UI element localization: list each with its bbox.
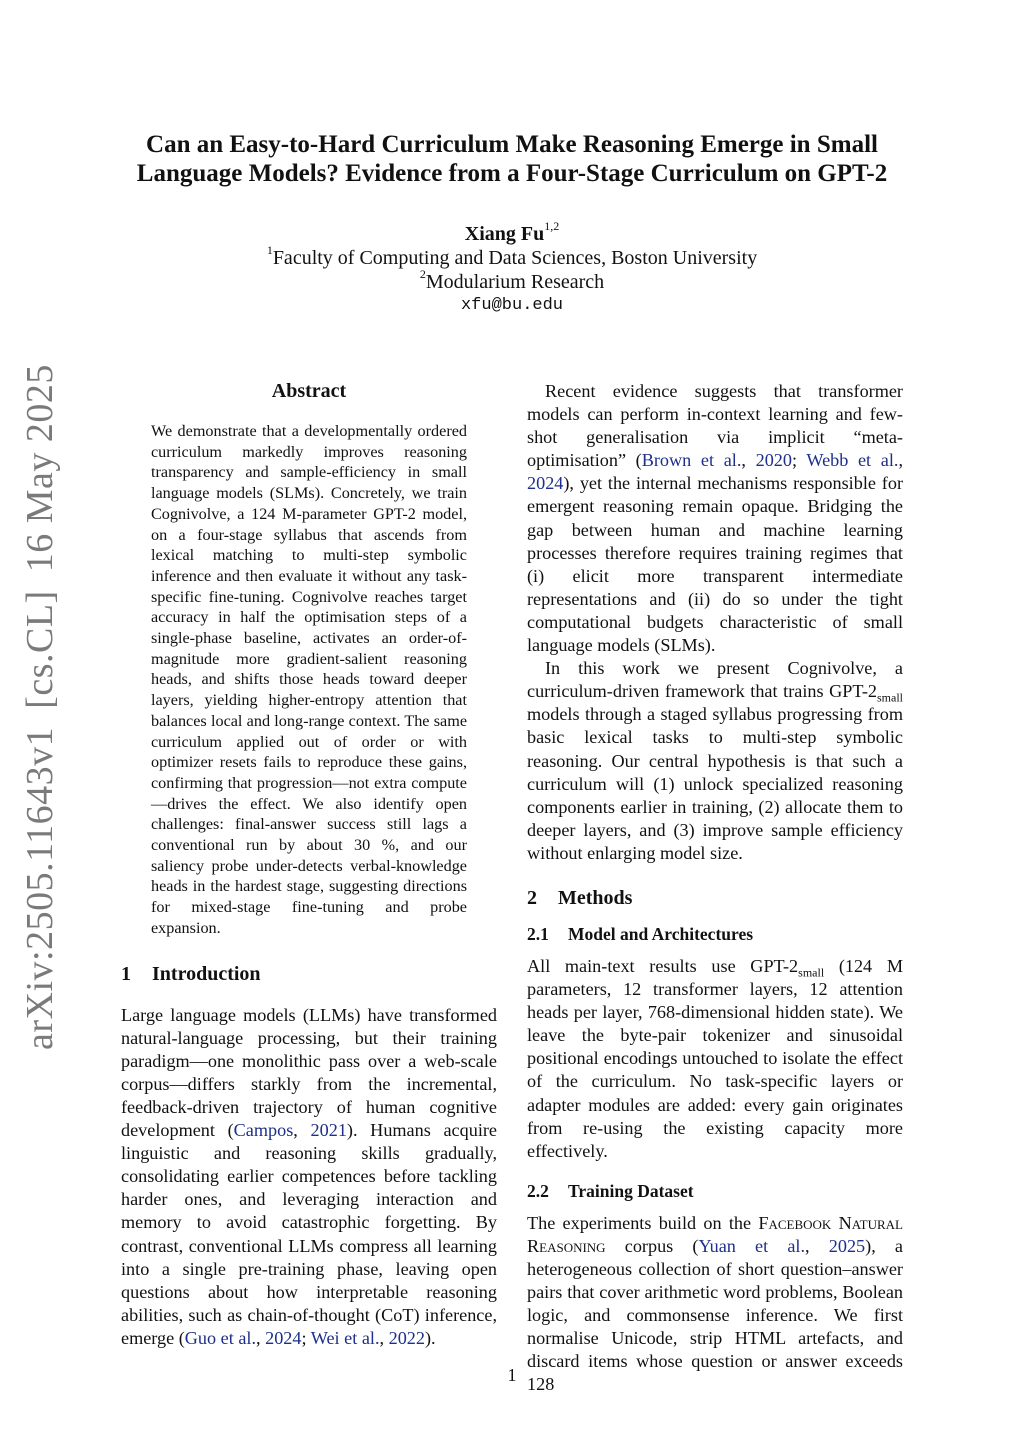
right-p1-text-b: ), yet the internal mechanisms responsible for emergent reasoning remain opaque. Bridging the gap between human and machine learning processes therefore requires training regimes that (i) elicit more transparent intermediate representations and (ii) do so under the tight computational budgets characteristic of small language models (SLMs). bbox=[527, 473, 903, 656]
subsection-title: Model and Architectures bbox=[568, 923, 754, 944]
abstract-heading: Abstract bbox=[271, 380, 347, 402]
gpt2-size-subscript: small bbox=[798, 965, 825, 980]
intro-text-b: ). Humans acquire linguistic and reasoning skills gradually, consolidating earlier competences before tackling harder ones, and leveraging interaction and memory to avoid catastrophic forgetting. By contrast, conventional LLMs compress all learning into a single pre-training phase, leaving open questions about how interpretable reasoning abilities, such as chain-of-thought (CoT) inference, emerge ( bbox=[121, 1120, 497, 1348]
affil-1-mark: 1 bbox=[266, 243, 273, 258]
cite-guo-year[interactable]: 2024 bbox=[265, 1327, 302, 1348]
right-p2-text-b: models through a staged syllabus progressing from basic lexical tasks to multi-step symbolic reasoning. Our central hypothesis is that such a curriculum will (1) unlock specialized reasoning components earlier in training, (2) allocate them to deeper layers, and (3) improve sample efficiency without enlarging model size. bbox=[527, 704, 903, 863]
author-affil-marks: 1,2 bbox=[544, 219, 560, 234]
cite-yuan[interactable]: Yuan et al. bbox=[698, 1235, 806, 1256]
cite-brown[interactable]: Brown et al. bbox=[641, 450, 742, 471]
section-number: 2 bbox=[527, 886, 537, 909]
author-block bbox=[120, 219, 904, 318]
cite-campos[interactable]: Campos bbox=[233, 1120, 294, 1141]
model-text-a: All main-text results use GPT-2 bbox=[527, 955, 799, 976]
right-p2-text-a: In this work we present Cognivolve, a curriculum-driven framework that trains GPT-2 bbox=[527, 658, 903, 702]
dataset-text-c: ), a heterogeneous collection of short question–answer pairs that cover arithmetic word problems, Boolean logic, and commonsense inference. We first normalise Unicode, strip HTML artefacts, and discard items whose question or answer exceeds 128 bbox=[527, 1235, 903, 1395]
title-line-1: Can an Easy-to-Hard Curriculum Make Reasoning Emerge in Small bbox=[146, 131, 878, 158]
arxiv-date: 16 May 2025 bbox=[19, 364, 61, 573]
intro-text-end: ). bbox=[424, 1327, 436, 1348]
cite-yuan-year[interactable]: 2025 bbox=[828, 1235, 866, 1256]
intro-paragraph-1: Large language models (LLMs) have transformed natural-language processing, but their training paradigm—one monolithic pass over a web-scale corpus—differs starkly from the incremental, feedback-driven trajectory of human cognitive development (Campos, 2021). Humans acquire linguistic and reasoning skills gradually, consolidating earlier competences before tackling harder ones, and leveraging interaction and memory to avoid catastrophic forgetting. By contrast, conventional LLMs compress all learning into a single pre-training phase, leaving open questions about how interpretable reasoning abilities, such as chain-of-thought (CoT) inference, emerge (Guo et al., 2024; Wei et al., 2022). bbox=[121, 1004, 497, 1348]
affiliation-2: Modularium Research bbox=[425, 271, 605, 293]
subsection-number: 2.1 bbox=[527, 923, 549, 944]
cite-webb-year[interactable]: 2024 bbox=[527, 473, 564, 494]
gpt2-size-subscript: small bbox=[877, 690, 903, 705]
right-paragraph-2 bbox=[527, 657, 903, 865]
dataset-text-a: The experiments build on the bbox=[527, 1212, 759, 1233]
cite-webb[interactable]: Webb et al. bbox=[806, 450, 899, 471]
subsection-title: Training Dataset bbox=[568, 1180, 694, 1201]
model-text-b: (124 M parameters, 12 transformer layers, 12 attention heads per layer, 768-dimensional hidden state). We leave the byte-pair tokenizer and sinusoidal positional encodings untouched to isolate the effect of the curriculum. No task-specific layers or adapter modules are added: every gain originates from re-using the existing capacity more effectively. bbox=[527, 955, 903, 1161]
arxiv-category: [cs.CL] bbox=[19, 590, 61, 709]
left-column bbox=[121, 380, 497, 1350]
arxiv-id[interactable]: arXiv:2505.11643v1 bbox=[19, 726, 61, 1050]
model-paragraph bbox=[527, 955, 903, 1163]
intro-text-a: Large language models (LLMs) have transformed natural-language processing, but their training paradigm—one monolithic pass over a web-scale corpus—differs starkly from the incremental, feedback-driven trajectory of human cognitive development ( bbox=[121, 1004, 497, 1141]
paper-title bbox=[120, 130, 904, 188]
section-title: Introduction bbox=[152, 962, 261, 985]
cite-campos-year[interactable]: 2021 bbox=[310, 1120, 347, 1141]
section-methods-heading bbox=[527, 887, 903, 910]
dataset-name: Facebook Natural Reasoning bbox=[527, 1212, 903, 1256]
section-number: 1 bbox=[121, 962, 131, 985]
author-name: Xiang Fu bbox=[464, 223, 545, 245]
right-p1-text-a: Recent evidence suggests that transformer models can perform in-context learning and few-shot generalisation via implicit “meta-optimisation” ( bbox=[527, 381, 903, 471]
title-line-2: Language Models? Evidence from a Four-Stage Curriculum on GPT-2 bbox=[136, 160, 888, 187]
cite-brown-year[interactable]: 2020 bbox=[755, 450, 792, 471]
subsection-dataset-heading bbox=[527, 1181, 903, 1202]
cite-wei-year[interactable]: 2022 bbox=[388, 1327, 425, 1348]
subsection-number: 2.2 bbox=[527, 1180, 549, 1201]
page-number: 1 bbox=[507, 1365, 517, 1385]
author-email[interactable]: xfu@bu.edu bbox=[460, 296, 564, 315]
dataset-text-b: corpus ( bbox=[605, 1235, 699, 1256]
right-paragraph-1: Recent evidence suggests that transformer models can perform in-context learning and few-shot generalisation via implicit “meta-optimisation” (Brown et al., 2020; Webb et al., 2024), yet the internal mechanisms responsible for emergent reasoning remain opaque. Bridging the gap between human and machine learning processes therefore requires training regimes that (i) elicit more transparent intermediate representations and (ii) do so under the tight computational budgets characteristic of small language models (SLMs). bbox=[527, 381, 903, 656]
cite-wei[interactable]: Wei et al. bbox=[310, 1327, 380, 1348]
section-title: Methods bbox=[558, 886, 633, 909]
dataset-paragraph: The experiments build on the Facebook Natural Reasoning corpus (Yuan et al., 2025), a heterogeneous collection of short question–answer pairs that cover arithmetic word problems, Boolean logic, and commonsense inference. We first normalise Unicode, strip HTML artefacts, and discard items whose question or answer exceeds 128 bbox=[527, 1212, 903, 1395]
cite-guo[interactable]: Guo et al. bbox=[184, 1327, 257, 1348]
affil-2-mark: 2 bbox=[419, 267, 426, 282]
arxiv-stamp bbox=[18, 364, 62, 1050]
right-column bbox=[527, 380, 903, 1397]
abstract-text: We demonstrate that a developmentally ordered curriculum markedly improves reasoning transparency and sample-efficiency in small language models (SLMs). Concretely, we train Cognivolve, a 124 M-parameter GPT-2 model, on a four-stage syllabus that ascends from lexical matching to multi-step symbolic inference and then evaluate it without any task-specific fine-tuning. Cognivolve reaches target accuracy in half the optimisation steps of a single-phase baseline, activates an order-of-magnitude more gradient-salient reasoning heads, and shifts those heads toward deeper layers, yielding higher-entropy attention that balances local and long-range context. The same curriculum applied out of order or with optimizer resets fails to reproduce these gains, confirming that progression—not extra compute—drives the effect. We also identify open challenges: final-answer success still lags a conventional run by about 30 %, and our saliency probe under-detects verbal-knowledge heads in the hardest stage, suggesting directions for mixed-stage fine-tuning and probe expansion. bbox=[151, 422, 467, 937]
subsection-model-heading bbox=[527, 924, 903, 945]
section-introduction-heading bbox=[121, 963, 497, 986]
affiliation-1: Faculty of Computing and Data Sciences, Boston University bbox=[272, 247, 758, 269]
